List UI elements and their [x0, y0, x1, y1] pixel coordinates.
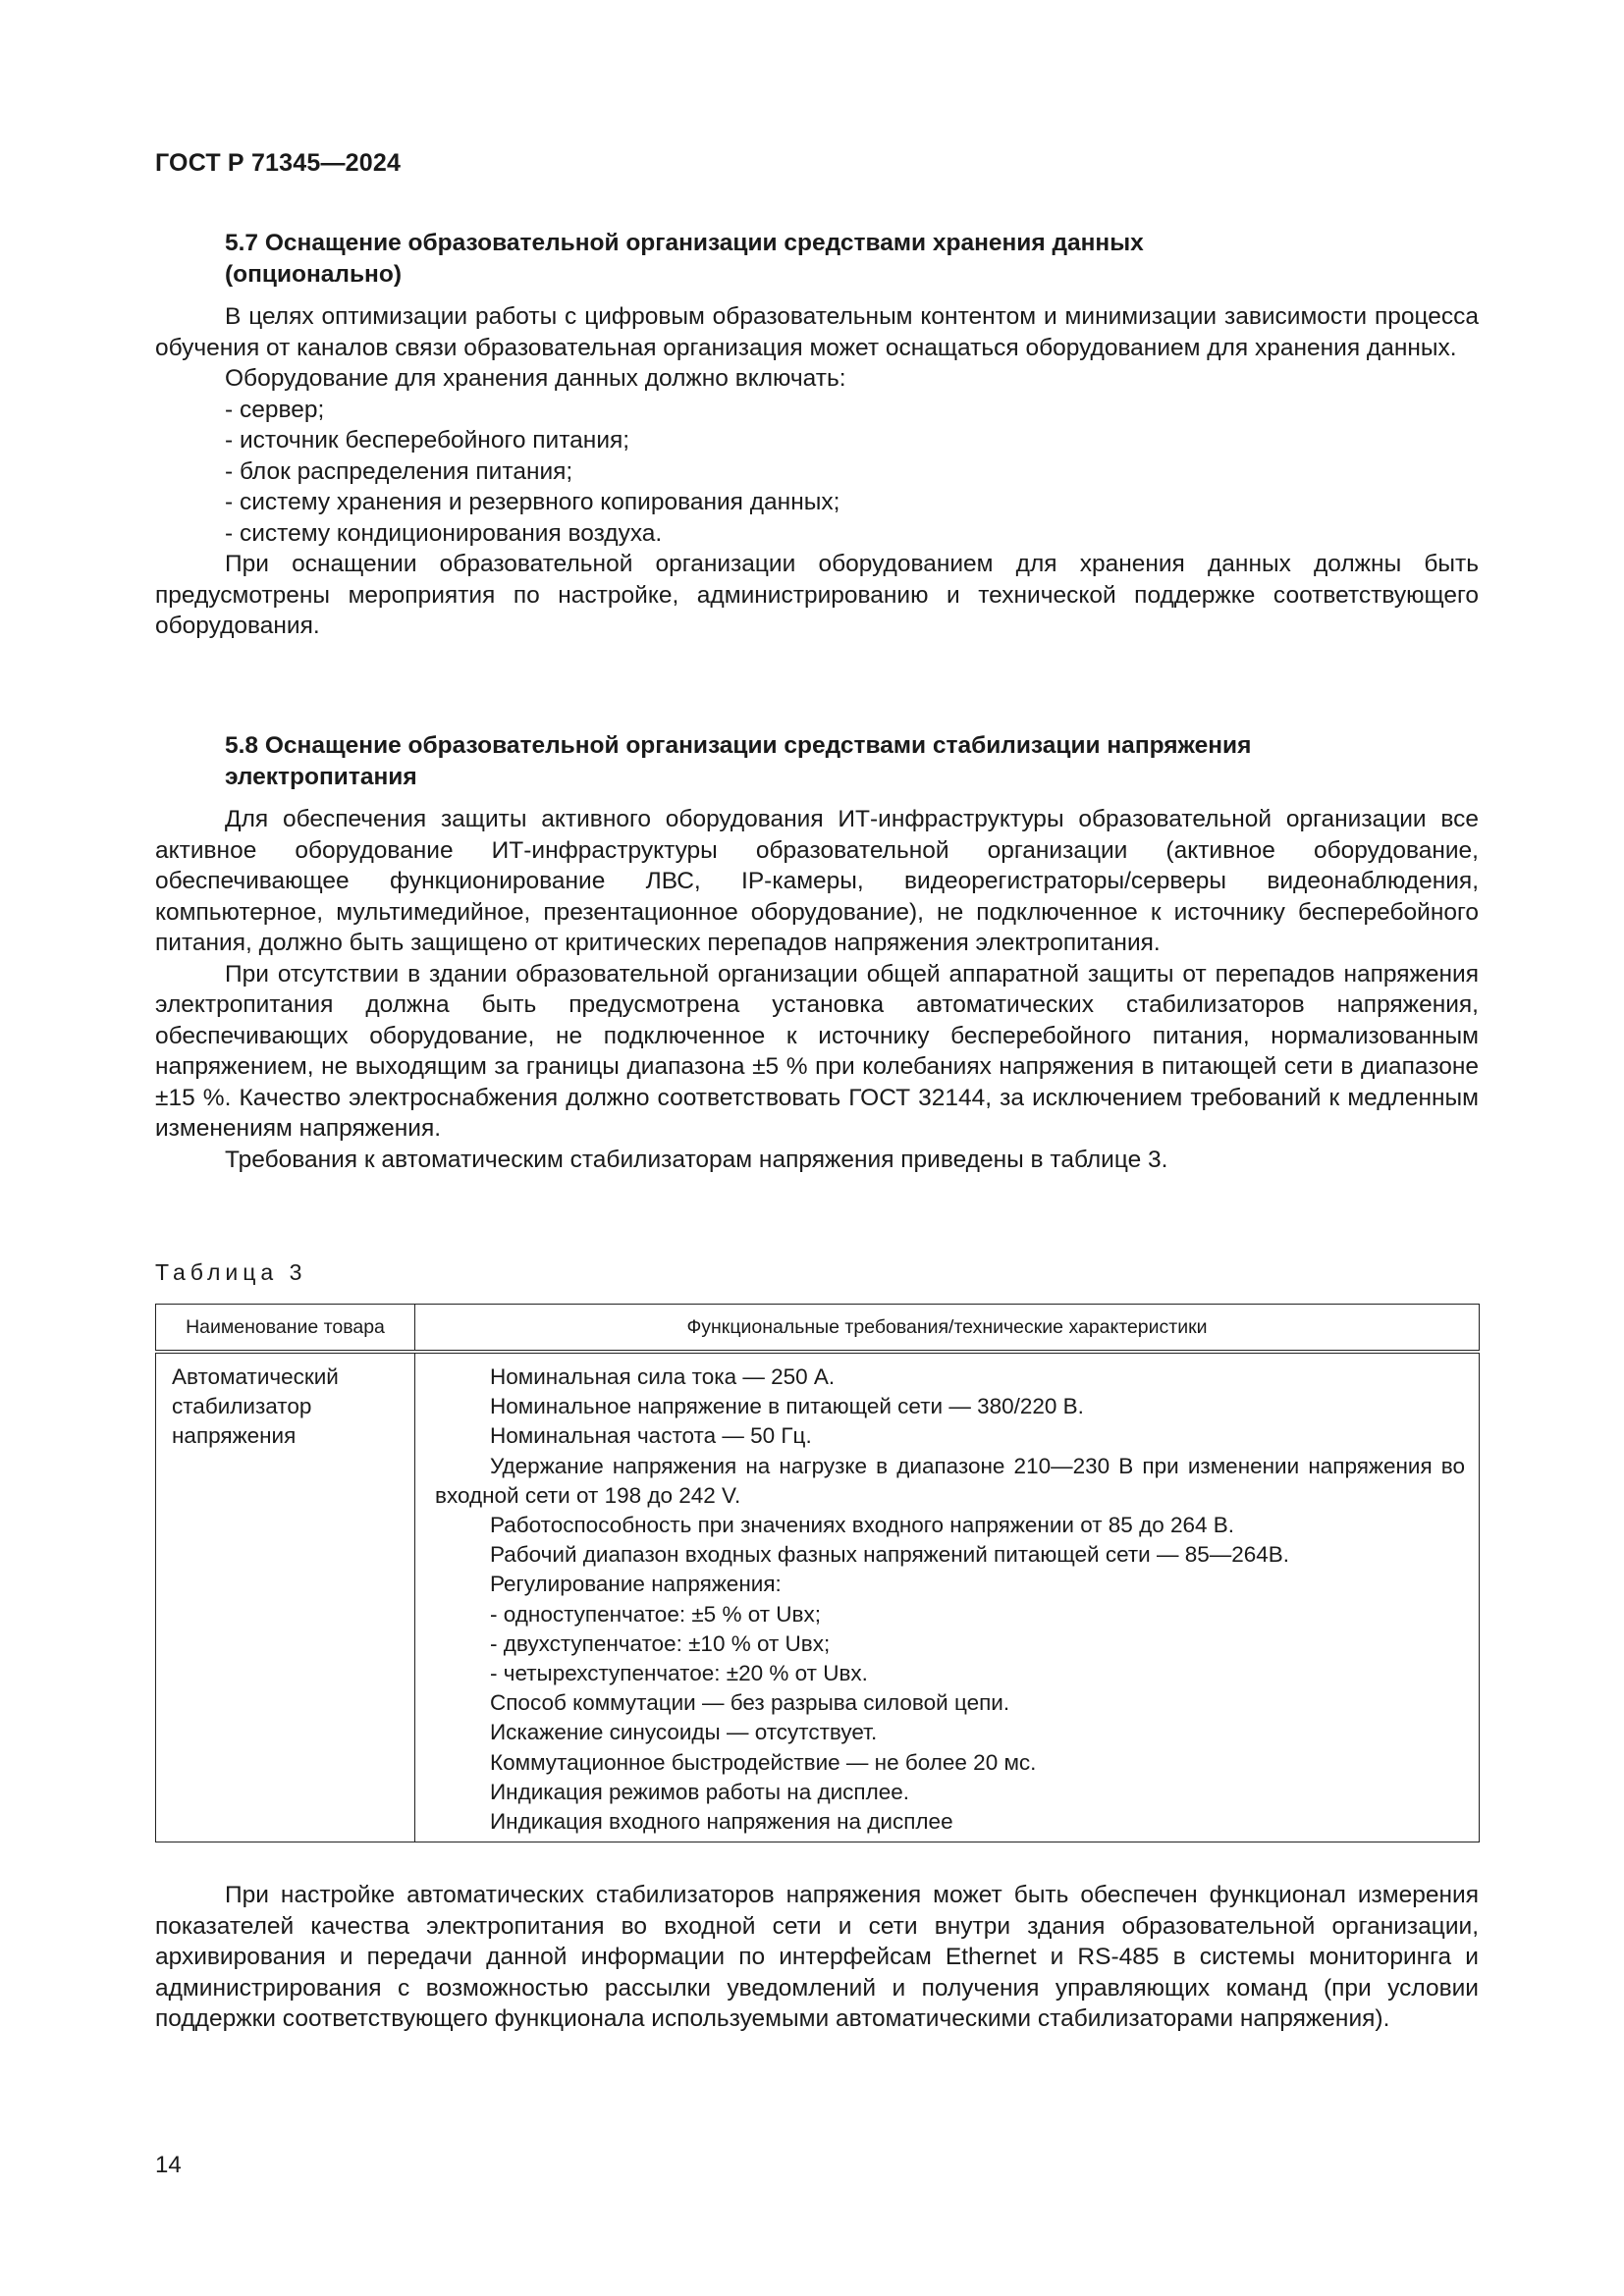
requirement-line: Номинальная сила тока — 250 А. — [490, 1364, 836, 1389]
product-name-line: стабилизатор — [172, 1394, 312, 1419]
section-5-8-heading-line1: 5.8 Оснащение образовательной организации средствами стабилизации напряжения — [225, 732, 1252, 759]
table-3 — [155, 1304, 1480, 1842]
section-5-7-closing: При оснащении образовательной организации оборудованием для хранения данных должны быть предусмотрены мероприятия по настройке, администрированию и технической поддержке соответствующего оборудования. — [155, 551, 1479, 639]
section-5-8-heading-line2: электропитания — [225, 763, 417, 790]
after-table-text — [155, 1880, 1479, 2035]
section-5-7-intro: В целях оптимизации работы с цифровым образовательным контентом и минимизации зависимости процесса обучения от каналов связи образовательная организация может оснащаться оборудованием для хранения данных. — [155, 303, 1479, 361]
table-cell-product — [156, 1352, 415, 1842]
section-5-8-para1: Для обеспечения защиты активного оборудования ИТ-инфраструктуры образовательной организации все активное оборудование ИТ-инфраструктуры образовательной организации (активное оборудование, обеспечивающее функционирование ЛВС, IP-камеры, видеорегистраторы/серверы видеонаблюдения, компьютерное, мультимедийное, презентационное оборудование), не подключенное к источнику бесперебойного питания, должно быть защищено от критических перепадов напряжения электропитания. — [155, 806, 1479, 956]
section-5-8-para2: При отсутствии в здании образовательной организации общей аппаратной защиты от перепадов напряжения электропитания должна быть предусмотрена установка автоматических стабилизаторов напряжения, обеспечивающих оборудование, не подключенное к источнику бесперебойного питания, нормализованным напряжением, не выходящим за границы диапазона ±5 % при колебаниях напряжения в питающей сети в диапазоне ±15 %. Качество электроснабжения должно соответствовать ГОСТ 32144, за исключением требований к медленным изменениям напряжения. — [155, 960, 1479, 1142]
section-5-8 — [155, 730, 1479, 1175]
requirement-line: Искажение синусоиды — отсутствует. — [490, 1720, 878, 1745]
section-5-7-heading — [155, 228, 1479, 290]
table-header-product: Наименование товара — [156, 1305, 415, 1353]
section-5-7-list-lead: Оборудование для хранения данных должно включать: — [225, 365, 846, 392]
requirement-line: Работоспособность при значениях входного напряжении от 85 до 264 В. — [490, 1513, 1235, 1538]
list-item: - сервер; — [225, 396, 325, 423]
product-name-line: напряжения — [172, 1423, 297, 1449]
section-5-8-heading — [155, 730, 1479, 792]
list-item: - систему кондиционирования воздуха. — [225, 519, 663, 547]
section-5-7 — [155, 228, 1479, 642]
requirement-line: Коммутационное быстродействие — не более 20 мс. — [490, 1749, 1037, 1775]
page-number: 14 — [155, 2152, 182, 2178]
table-cell-requirements — [415, 1352, 1480, 1842]
after-table-para: При настройке автоматических стабилизаторов напряжения может быть обеспечен функционал измерения показателей качества электропитания во входной сети и сети внутри здания образовательной организации, архивирования и передачи данной информации по интерфейсам Ethernet и RS-485 в системы мониторинга и администрирования с возможностью рассылки уведомлений и получения управляющих команд (при условии поддержки соответствующего функционала используемыми автоматическими стабилизаторами напряжения). — [155, 1882, 1479, 2032]
requirement-line: Удержание напряжения на нагрузке в диапазоне 210—230 В при изменении напряжения во входной сети от 198 до 242 V. — [435, 1453, 1465, 1508]
section-5-7-heading-line1: 5.7 Оснащение образовательной организации средствами хранения данных — [225, 230, 1144, 256]
list-item: - систему хранения и резервного копирования данных; — [225, 489, 840, 515]
requirement-line: Номинальное напряжение в питающей сети — 380/220 В. — [490, 1394, 1084, 1419]
product-name-line: Автоматический — [172, 1364, 339, 1389]
table-header-requirements: Функциональные требования/технические характеристики — [415, 1305, 1480, 1353]
requirement-line: Индикация входного напряжения на дисплее — [490, 1809, 953, 1835]
section-5-7-heading-line2: (опционально) — [225, 260, 402, 288]
requirement-line: Регулирование напряжения: — [490, 1572, 782, 1597]
list-item: - источник бесперебойного питания; — [225, 427, 630, 454]
requirement-line: Номинальная частота — 50 Гц. — [490, 1423, 812, 1449]
requirement-line: - четырехступенчатое: ±20 % от Uвх. — [490, 1661, 868, 1686]
requirement-line: - одноступенчатое: ±5 % от Uвх; — [490, 1601, 821, 1627]
table-row — [156, 1352, 1480, 1842]
section-5-8-para3: Требования к автоматическим стабилизаторам напряжения приведены в таблице 3. — [225, 1146, 1168, 1173]
requirement-line: Способ коммутации — без разрыва силовой цепи. — [490, 1690, 1010, 1716]
table-3-caption: Таблица 3 — [155, 1259, 307, 1285]
list-item: - блок распределения питания; — [225, 457, 573, 485]
document-id: ГОСТ Р 71345—2024 — [155, 149, 402, 177]
requirement-line: Индикация режимов работы на дисплее. — [490, 1779, 910, 1804]
requirement-line: - двухступенчатое: ±10 % от Uвх; — [490, 1630, 831, 1656]
requirement-line: Рабочий диапазон входных фазных напряжений питающей сети — 85—264В. — [490, 1542, 1290, 1568]
